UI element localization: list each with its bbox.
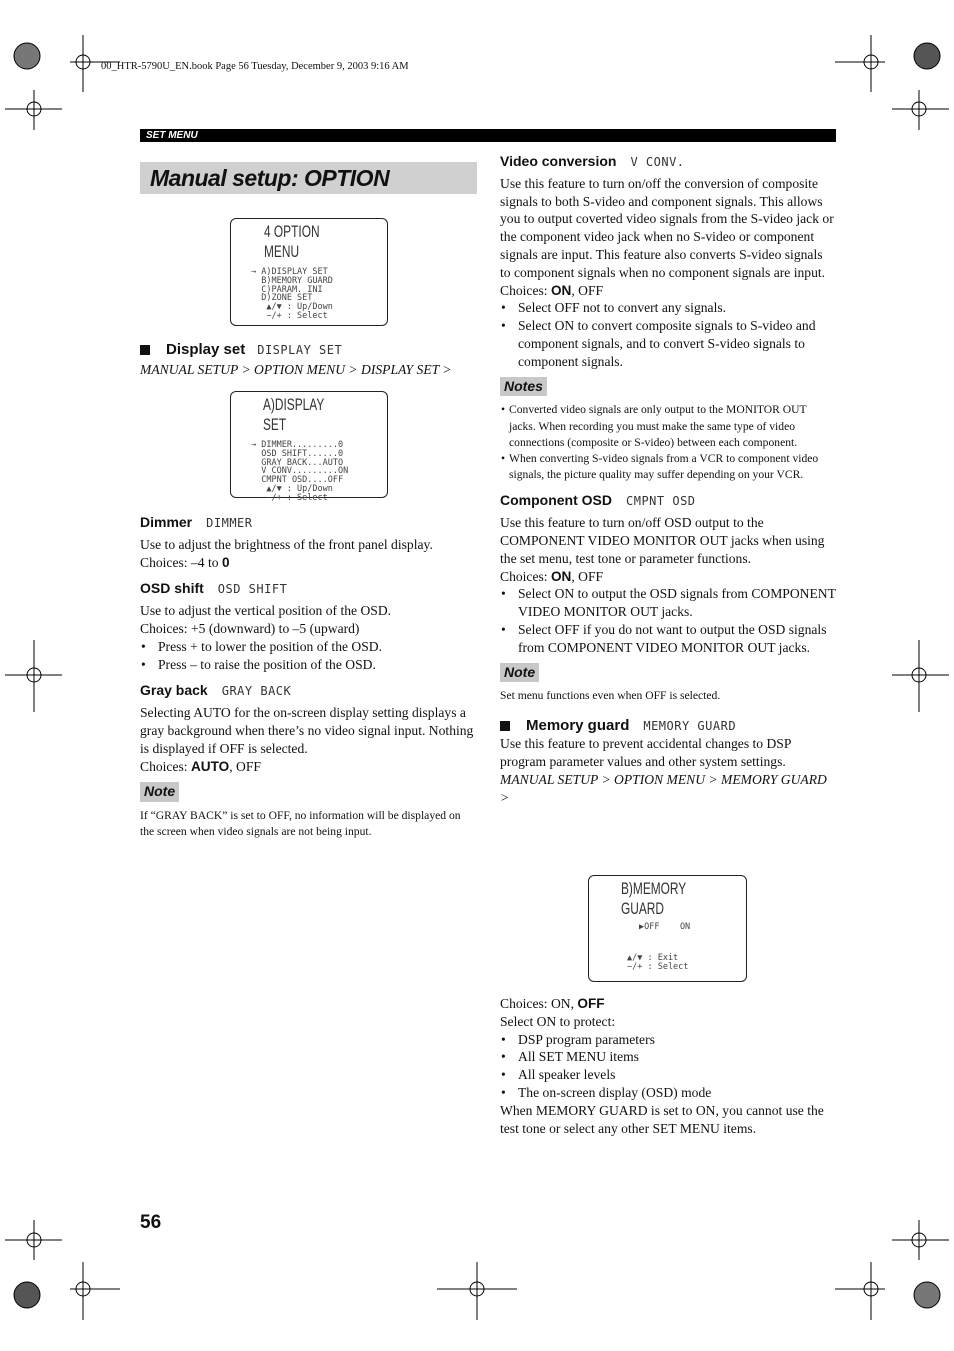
osd-name: DISPLAY SET	[257, 343, 343, 357]
dimmer-text: Use to adjust the brightness of the front panel display.	[140, 536, 433, 552]
list-item: • All SET MENU items	[500, 1048, 836, 1066]
osd-name: DIMMER	[206, 516, 253, 530]
osd-name: OSD SHIFT	[217, 582, 288, 597]
osd-name: CMPNT OSD	[626, 494, 696, 509]
osd-line: ▲/▼ : Exit	[627, 952, 679, 963]
dimmer-heading: Dimmer	[140, 514, 193, 530]
osd-shift-text: Use to adjust the vertical position of the OSD.	[140, 603, 392, 619]
notes-tag: Notes	[500, 377, 547, 397]
section-bar: SET MENU	[140, 129, 836, 142]
osd-line: −/+ : Select	[627, 961, 689, 972]
list-item: • Select ON to output the OSD signals from COMPONENT VIDEO MONITOR OUT jacks.	[500, 585, 836, 621]
osd-line: → A)DISPLAY SET	[251, 267, 328, 277]
list-item: • Select ON to convert composite signals to S-video and component signals, and to convert S-video signals to component signals.	[500, 317, 836, 370]
osd-name: GRAY BACK	[221, 684, 292, 699]
osd-line: B)MEMORY GUARD	[251, 275, 333, 286]
choices-text: , OFF	[571, 282, 604, 298]
default-choice: ON	[550, 568, 572, 584]
osd-line: −/+ : Select	[251, 310, 328, 321]
page-number: 56	[140, 1212, 162, 1233]
bullet-square-icon	[500, 721, 510, 731]
list-item: • The on-screen display (OSD) mode	[500, 1084, 836, 1102]
osd-line: ▲/▼ : Up/Down	[251, 483, 333, 494]
display-set-section	[140, 341, 452, 379]
osd-line: D)ZONE SET	[251, 293, 313, 304]
note-text: If “GRAY BACK” is set to OFF, no information will be displayed on the screen when video signals are not being input.	[140, 809, 461, 839]
osd-line: GRAY BACK...AUTO	[251, 457, 344, 468]
section-heading: Display set	[166, 341, 246, 358]
osd-option-menu	[230, 218, 388, 326]
choices-text: , OFF	[571, 568, 604, 584]
video-conversion-heading: Video conversion	[500, 153, 617, 169]
osd-title: 4 OPTION MENU	[264, 222, 320, 261]
osd-title: A)DISPLAY SET	[263, 395, 325, 434]
osd-display-set	[230, 391, 388, 503]
osd-options: ▶OFF ON	[639, 922, 691, 932]
list-item: • Select OFF not to convert any signals.	[500, 299, 836, 317]
note-text: Set menu functions even when OFF is selected.	[500, 689, 721, 703]
memory-guard-text: Use this feature to prevent accidental changes to DSP program parameter values and other system settings.	[500, 736, 791, 770]
choices-text: Choices: +5 (downward) to –5 (upward)	[140, 620, 360, 636]
print-header: 00_HTR-5790U_EN.book Page 56 Tuesday, December 9, 2003 9:16 AM	[101, 61, 409, 72]
choices-text: Choices: ON,	[500, 996, 578, 1011]
osd-line: V CONV.........ON	[251, 466, 349, 477]
video-conversion-text: Use this feature to turn on/off the conversion of composite signals to both S-video and component signals. This allows you to output coverted video signals from the S-video jack or the component video jack when no S-video or component signals are input. This feature also converts S-video signals to component signals when no component signals are input.	[500, 175, 834, 280]
memory-guard-details	[500, 995, 836, 1137]
right-column	[500, 153, 836, 807]
osd-name: V CONV.	[630, 155, 685, 169]
choices-text: Choices:	[500, 282, 551, 298]
osd-line: CMPNT OSD....OFF	[251, 475, 344, 486]
choices-text: Choices:	[500, 568, 551, 584]
choices-text: Choices: –4 to	[140, 554, 222, 570]
menu-path: MANUAL SETUP > OPTION MENU > MEMORY GUARD >	[500, 771, 827, 805]
default-choice: OFF	[577, 996, 605, 1011]
list-item: • DSP program parameters	[500, 1031, 836, 1049]
menu-path: MANUAL SETUP > OPTION MENU > DISPLAY SET >	[140, 362, 452, 377]
osd-line: → DIMMER.........0	[251, 440, 344, 450]
protect-intro: Select ON to protect:	[500, 1013, 616, 1029]
osd-memory-guard	[588, 875, 747, 982]
osd-title: B)MEMORY GUARD	[621, 879, 687, 918]
list-item: • All speaker levels	[500, 1066, 836, 1084]
list-item: • Press + to lower the position of the OSD.	[140, 638, 477, 656]
closing-text: When MEMORY GUARD is set to ON, you cannot use the test tone or select any other SET MENU items.	[500, 1102, 824, 1136]
choices-text: Choices:	[140, 758, 191, 774]
note-tag: Note	[140, 782, 179, 802]
gray-back-heading: Gray back	[140, 682, 208, 699]
choices-text: , OFF	[229, 758, 261, 774]
osd-name: MEMORY GUARD	[643, 718, 737, 733]
page-title: Manual setup: OPTION	[140, 162, 477, 194]
note-tag: Note	[500, 663, 539, 683]
component-osd-text: Use this feature to turn on/off OSD output to the COMPONENT VIDEO MONITOR OUT jacks when using the set menu, test tone or parameter functions.	[500, 515, 825, 566]
left-column	[140, 514, 477, 841]
section-heading: Memory guard	[526, 716, 630, 734]
note-item: • Converted video signals are only output to the MONITOR OUT jacks. When recording you must make the same type of video connections (composite or S-video) between each component.	[500, 402, 836, 451]
default-choice: AUTO	[190, 758, 230, 774]
osd-line: C)PARAM. INI	[251, 284, 323, 295]
gray-back-text: Selecting AUTO for the on-screen display setting displays a gray background when there’s no video signal input. Nothing is displayed if OFF is selected.	[140, 705, 474, 756]
list-item: • Select OFF if you do not want to output the OSD signals from COMPONENT VIDEO MONITOR OUT jacks.	[500, 621, 836, 657]
component-osd-heading: Component OSD	[500, 492, 612, 509]
bullet-square-icon	[140, 345, 150, 355]
note-item: • When converting S-video signals from a VCR to component video signals, the picture quality may suffer depending on your VCR.	[500, 451, 836, 483]
default-choice: 0	[221, 554, 230, 570]
osd-shift-heading: OSD shift	[140, 580, 204, 597]
osd-line: ▲/▼ : Up/Down	[251, 302, 333, 313]
default-choice: ON	[550, 282, 572, 298]
list-item: • Press – to raise the position of the OSD.	[140, 656, 477, 674]
osd-line: OSD SHIFT......0	[251, 448, 344, 459]
osd-line: −/+ : Select	[251, 492, 328, 503]
